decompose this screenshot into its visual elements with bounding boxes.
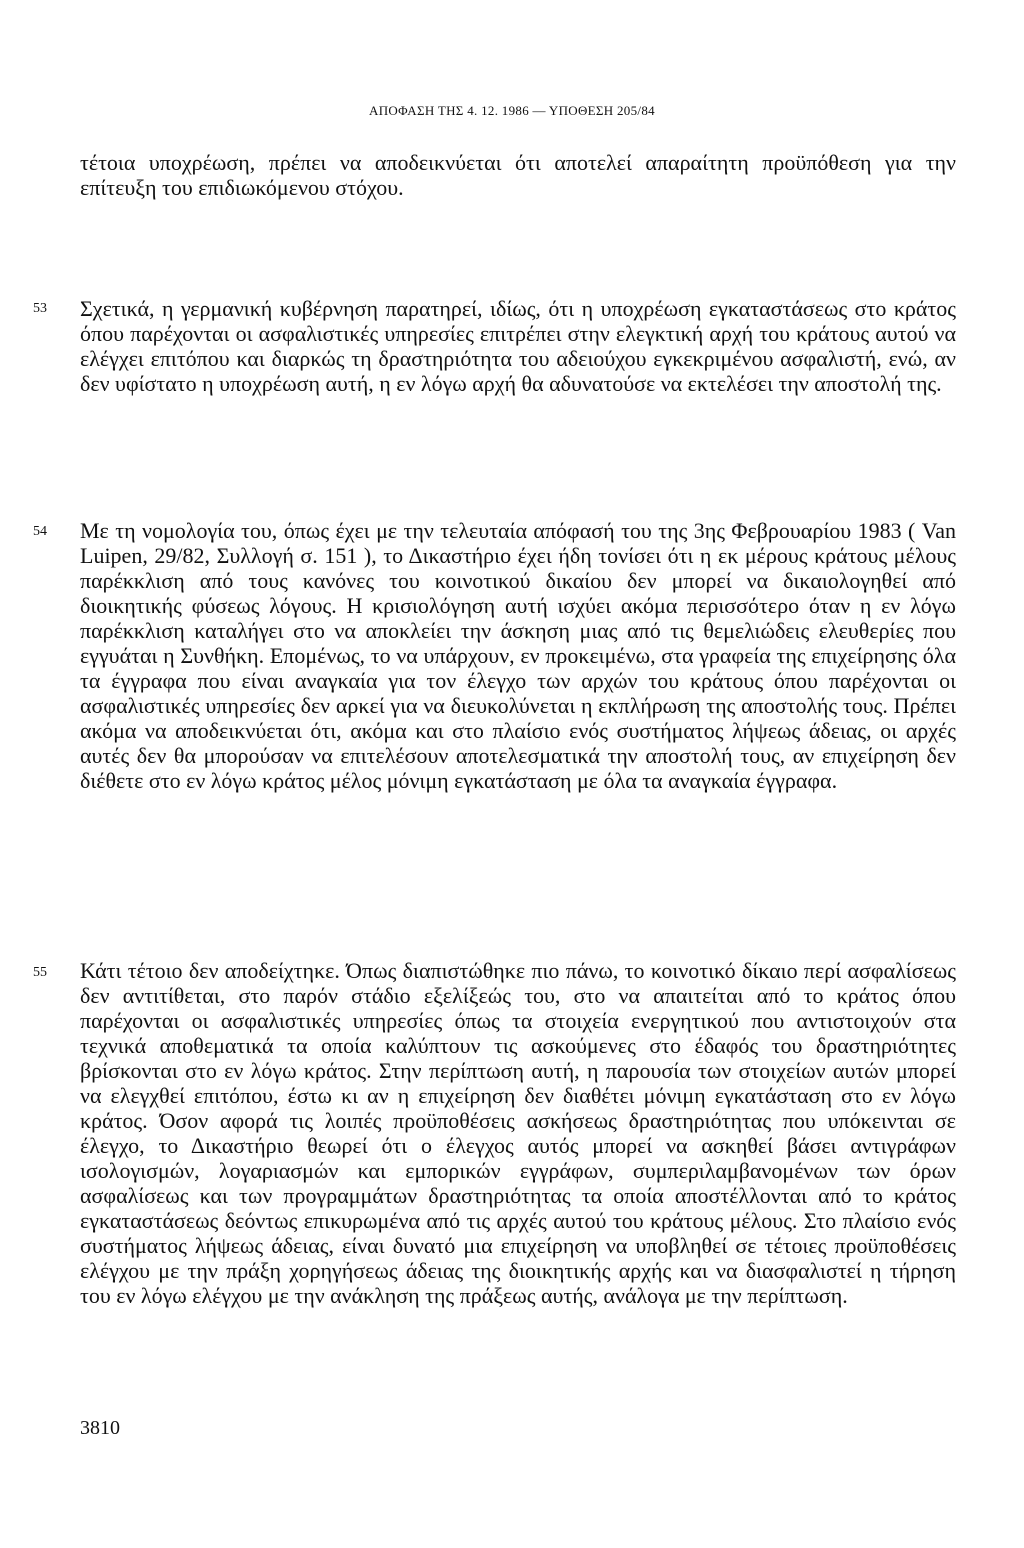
paragraph-text: Σχετικά, η γερμανική κυβέρνηση παρατηρεί, ιδίως, ότι η υποχρέωση εγκαταστάσεως στο κράτος όπου παρέχονται οι ασφαλιστικές υπηρεσίες επιτρέπει στην ελεγκτική αρχή του κράτους αυτού να ελέγχει επιτόπου και διαρκώς τη δραστηριότητα του αδειούχου εγκεκριμένου ασφαλιστή, ενώ, αν δεν υφίστατο η υποχρέωση αυτή, η εν λόγω αρχή θα αδυνατούσε να εκτελέσει την αποστολή της. <box>80 296 956 396</box>
paragraph-number: 53 <box>33 301 47 316</box>
paragraph-number: 55 <box>33 965 47 980</box>
paragraph-text: Με τη νομολογία του, όπως έχει με την τελευταία απόφασή του της 3ης Φεβρουαρίου 1983 ( Van Luipen, 29/82, Συλλογή σ. 151 ), το Δικαστήριο έχει ήδη τονίσει ότι η εκ μέρους κράτους μέλους παρέκκλιση από τους κανόνες του κοινοτικού δικαίου δεν μπορεί να δικαιολογηθεί από διοικητικής φύσεως λόγους. Η κρισιολόγηση αυτή ισχύει ακόμα περισσότερο όταν η εν λόγω παρέκκλιση καταλήγει στο να αποκλείει την άσκηση μιας από τις θεμελιώδεις ελευθερίες που εγγυάται η Συνθήκη. Επομένως, το να υπάρχουν, εν προκειμένω, στα γραφεία της επιχείρησης όλα τα έγγραφα που είναι αναγκαία για τον έλεγχο των αρχών του κράτους όπου παρέχονται οι ασφαλιστικές υπηρεσίες δεν αρκεί για να διευκολύνεται η εκπλήρωση της αποστολής τους. Πρέπει ακόμα να αποδεικνύεται ότι, ακόμα και στο πλαίσιο ενός συστήματος λήψεως άδειας, οι αρχές αυτές δεν θα μπορούσαν να επιτελέσουν αποτελεσματικά την αποστολή τους, αν επιχείρηση δεν διέθετε στο εν λόγω κράτος μέλος μόνιμη εγκατάσταση με όλα τα αναγκαία έγγραφα. <box>80 518 956 793</box>
running-header: ΑΠΟΦΑΣΗ ΤΗΣ 4. 12. 1986 — ΥΠΟΘΕΣΗ 205/84 <box>369 103 655 118</box>
paragraph-number: 54 <box>33 524 47 539</box>
page-number: 3810 <box>80 1417 120 1439</box>
continuation-paragraph: τέτοια υποχρέωση, πρέπει να αποδεικνύεται ότι αποτελεί απαραίτητη προϋπόθεση για την επίτευξη του επιδιωκόμενου στόχου. <box>80 150 956 200</box>
paragraph-text: Κάτι τέτοιο δεν αποδείχτηκε. Όπως διαπιστώθηκε πιο πάνω, το κοινοτικό δίκαιο περί ασφαλίσεως δεν αντιτίθεται, στο παρόν στάδιο εξελίξεώς του, στο να απαιτείται από το κράτος όπου παρέχονται οι ασφαλιστικές υπηρεσίες όπως τα στοιχεία ενεργητικού που αντιστοιχούν στα τεχνικά αποθεματικά τα οποία καλύπτουν τις ασκούμενες στο έδαφός του δραστηριότητες βρίσκονται στο εν λόγω κράτος. Στην περίπτωση αυτή, η παρουσία των στοιχείων αυτών μπορεί να ελεγχθεί επιτόπου, έστω κι αν η επιχείρηση δεν διαθέτει μόνιμη εγκατάσταση στο εν λόγω κράτος. Όσον αφορά τις λοιπές προϋποθέσεις ασκήσεως δραστηριότητας που υπόκεινται σε έλεγχο, το Δικαστήριο θεωρεί ότι ο έλεγχος αυτός μπορεί να ασκηθεί βάσει αντιγράφων ισολογισμών, λογαριασμών και εμπορικών εγγράφων, συμπεριλαμβανομένων των όρων ασφαλίσεως και των προγραμμάτων δραστηριότητας τα οποία αποστέλλονται από το κράτος εγκαταστάσεως δεόντως επικυρωμένα από τις αρχές αυτού του κράτους μέλους. Στο πλαίσιο ενός συστήματος λήψεως άδειας, είναι δυνατό μια επιχείρηση να υποβληθεί σε τέτοιες προϋποθέσεις ελέγχου με την πράξη χορηγήσεως άδειας της διοικητικής αρχής και να διασφαλιστεί η τήρηση του εν λόγω ελέγχου με την ανάκληση της πράξεως αυτής, ανάλογα με την περίπτωση. <box>80 958 956 1308</box>
